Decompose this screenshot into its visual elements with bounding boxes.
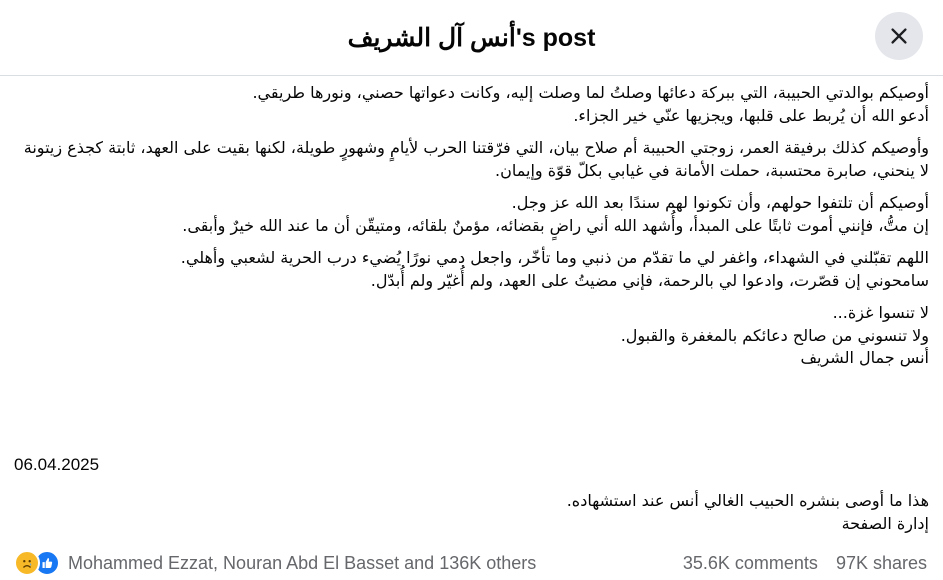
post-paragraph — [12, 192, 929, 237]
post-line: سامحوني إن قصّرت، وادعوا لي بالرحمة، فإني مضيتُ على العهد، ولم أُغيّر ولم أُبدّل. — [370, 270, 929, 290]
post-paragraph — [12, 302, 929, 370]
sad-icon — [14, 550, 40, 576]
post-line: هذا ما أوصى بنشره الحبيب الغالي أنس عند استشهاده. — [566, 491, 929, 510]
shares-count-link[interactable]: 97K shares — [835, 552, 927, 573]
post-paragraph — [12, 247, 929, 292]
close-icon — [888, 25, 910, 47]
post-line: لا تنسوا غزة... — [832, 303, 929, 322]
post-signature: أنس جمال الشريف — [800, 348, 929, 367]
post-footer-note — [12, 489, 929, 535]
reactions-summary[interactable] — [14, 550, 536, 576]
post-line: اللهم تقبّلني في الشهداء، واغفر لي ما تقدّم من ذنبي وما تأخّر، واجعل دمي نورًا يُضيء درب الحرية لشعبي وأهلي. — [180, 248, 929, 267]
close-button[interactable] — [875, 12, 923, 60]
dialog-header — [0, 0, 943, 76]
post-stats — [683, 553, 927, 574]
post-line: إن متُّ، فإنني أموت ثابتًا على المبدأ، وأُشهد الله أني راضٍ بقضائه، مؤمنٌ بلقائه، ومتيقّن أن ما عند الله خيرٌ وأبقى. — [182, 215, 929, 235]
post-line: أوصيكم أن تلتفوا حولهم، وأن تكونوا لهم سندًا بعد الله عز وجل. — [511, 193, 929, 212]
post-line: ولا تنسوني من صالح دعائكم بالمغفرة والقبول. — [620, 325, 929, 345]
page-admin-signature: إدارة الصفحة — [841, 514, 929, 533]
comments-count-link[interactable]: 35.6K comments — [682, 552, 818, 573]
post-line: أدعو الله أن يُربط على قلبها، ويجزيها عنّي خير الجزاء. — [573, 105, 929, 125]
post-line: وأوصيكم كذلك برفيقة العمر، زوجتي الحبيبة أم صلاح بيان، التي فرّقتنا الحرب لأيامٍ وشهورٍ طويلة، لكنها بقيت على العهد، ثابتة كجذع زيتونة لا ينحني، صابرة محتسبة، حملت الأمانة في غيابي بكلّ قوّة وإيمان. — [23, 138, 929, 180]
post-date: 06.04.2025 — [14, 455, 100, 474]
reactors-link[interactable]: Mohammed Ezzat, Nouran Abd El Basset and 136K others — [68, 552, 537, 573]
reaction-icons[interactable] — [14, 550, 60, 576]
post-body — [12, 82, 929, 380]
dialog-title: أنس آل الشريف's post — [347, 23, 596, 52]
post-paragraph — [12, 137, 929, 182]
post-paragraph — [12, 82, 929, 127]
engagement-bar — [14, 548, 927, 578]
post-line: أوصيكم بوالدتي الحبيبة، التي ببركة دعائها وصلتُ لما وصلت إليه، وكانت دعواتها حصني، ونورها طريقي. — [252, 83, 929, 102]
